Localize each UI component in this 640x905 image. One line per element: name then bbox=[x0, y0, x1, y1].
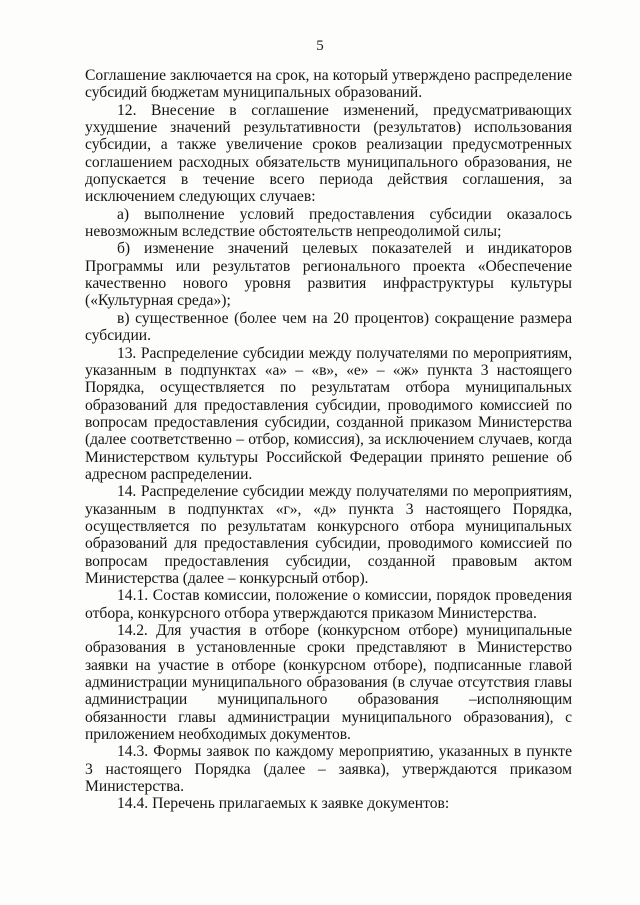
paragraph-12-b: б) изменение значений целевых показателей и индикаторов Программы или результатов регионального проекта «Обеспечение качественно нового уровня развития инфраструктуры культуры («Культурная среда»); bbox=[85, 240, 572, 310]
paragraph-14-2: 14.2. Для участия в отборе (конкурсном отборе) муниципальные образования в установленные сроки представляют в Министерство заявки на участие в отборе (конкурсном отборе), подписанные главой администрации муниципального образования (в случае отсутствия главы администрации муниципального образования –исполняющим обязанности главы администрации муниципального образования), с приложением необходимых документов. bbox=[85, 622, 572, 744]
paragraph-continuation: Соглашение заключается на срок, на который утверждено распределение субсидий бюджетам муниципальных образований. bbox=[85, 67, 572, 102]
paragraph-13: 13. Распределение субсидии между получателями по мероприятиям, указанным в подпунктах «а» – «в», «е» – «ж» пункта 3 настоящего Порядка, осуществляется по результатам отбора муниципальных образований для предоставления субсидии, проводимого комиссией по вопросам предоставления субсидии, созданной приказом Министерства (далее соответственно – отбор, комиссия), за исключением случаев, когда Министерством культуры Российской Федерации принято решение об адресном распределении. bbox=[85, 344, 572, 483]
page-number: 5 bbox=[316, 38, 324, 54]
paragraph-14-3: 14.3. Формы заявок по каждому мероприятию, указанных в пункте 3 настоящего Порядка (далее – заявка), утверждаются приказом Министерства. bbox=[85, 743, 572, 796]
paragraph-14-1: 14.1. Состав комиссии, положение о комиссии, порядок проведения отбора, конкурсного отбора утверждаются приказом Министерства. bbox=[85, 587, 572, 622]
paragraph-12: 12. Внесение в соглашение изменений, предусматривающих ухудшение значений результативности (результатов) использования субсидии, а также увеличение сроков реализации предусмотренных соглашением расходных обязательств муниципального образования, не допускается в течение всего периода действия соглашения, за исключением следующих случаев: bbox=[85, 101, 572, 206]
paragraph-14-4: 14.4. Перечень прилагаемых к заявке документов: bbox=[117, 795, 450, 813]
paragraph-12-v: в) существенное (более чем на 20 процентов) сокращение размера субсидии. bbox=[85, 309, 572, 345]
paragraph-14: 14. Распределение субсидии между получателями по мероприятиям, указанным в подпунктах «г», «д» пункта 3 настоящего Порядка, осуществляется по результатам конкурсного отбора муниципальных образований для предоставления субсидии, проводимого комиссией по вопросам предоставления субсидии, созданной правовым актом Министерства (далее – конкурсный отбор). bbox=[85, 483, 572, 587]
paragraph-12-a: а) выполнение условий предоставления субсидии оказалось невозможным вследствие обстоятельств непреодолимой силы; bbox=[85, 205, 572, 241]
document-body bbox=[85, 67, 572, 813]
